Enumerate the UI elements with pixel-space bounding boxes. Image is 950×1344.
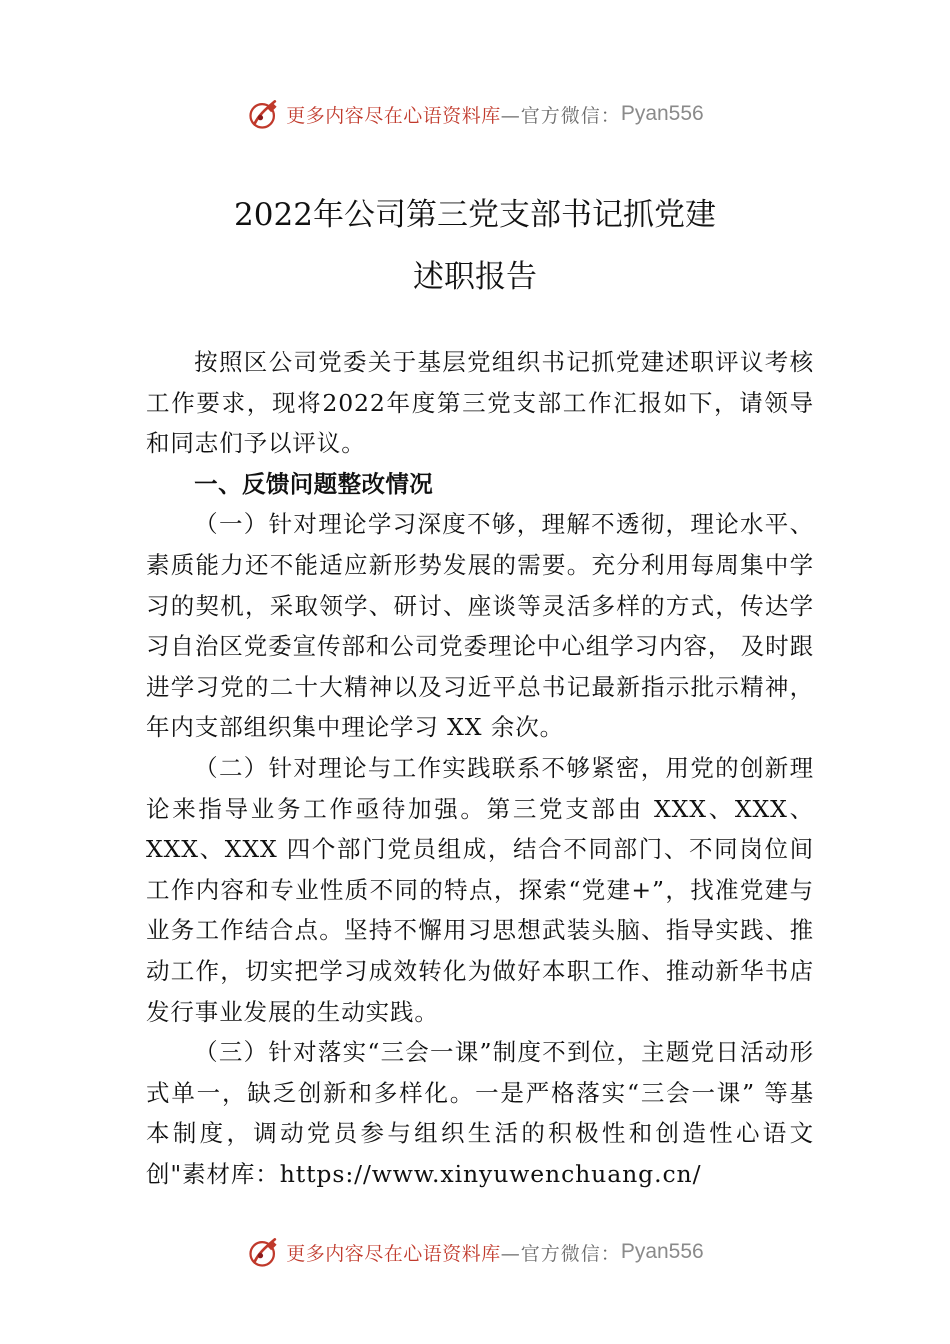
intro-paragraph: 按照区公司党委关于基层党组织书记抓党建述职评议考核工作要求，现将2022年度第三党支部工作汇报如下，请领导和同志们予以评议。 bbox=[146, 348, 814, 458]
document-title bbox=[0, 184, 950, 308]
watermark-brand-text: 更多内容尽在心语资料库 bbox=[286, 104, 501, 127]
watermark-wechat-id: Pyan556 bbox=[620, 1240, 704, 1263]
document-body bbox=[146, 342, 814, 1194]
pen-logo-icon bbox=[246, 1234, 282, 1270]
header-watermark bbox=[0, 92, 950, 136]
item-paragraph-3: （三）针对落实“三会一课”制度不到位，主题党日活动形式单一，缺乏创新和多样化。一是严格落实“三会一课” 等基本制度，调动党员参与组织生活的积极性和创造性心语文创"素材库：https://www.xinyuwenchuang.cn/ bbox=[146, 1038, 814, 1188]
section-heading: 一、反馈问题整改情况 bbox=[194, 469, 434, 498]
watermark-brand-text: 更多内容尽在心语资料库 bbox=[286, 1242, 501, 1265]
item-paragraph-1: （一）针对理论学习深度不够，理解不透彻，理论水平、素质能力还不能适应新形势发展的需要。充分利用每周集中学习的契机，采取领学、研讨、座谈等灵活多样的方式，传达学习自治区党委宣传部和公司党委理论中心组学习内容， 及时跟进学习党的二十大精神以及习近平总书记最新指示批示精神，年内支部组织集中理论学习 XX 余次。 bbox=[146, 510, 814, 742]
pen-logo-icon bbox=[246, 96, 282, 132]
watermark-wechat-label: —官方微信： bbox=[500, 1242, 621, 1265]
footer-watermark bbox=[0, 1230, 950, 1274]
title-line-2: 述职报告 bbox=[413, 259, 537, 295]
watermark-wechat-label: —官方微信： bbox=[500, 104, 621, 127]
title-line-1: 2022年公司第三党支部书记抓党建 bbox=[234, 197, 716, 233]
item-paragraph-2: （二）针对理论与工作实践联系不够紧密，用党的创新理论来指导业务工作亟待加强。第三党支部由 XXX、XXX、XXX、XXX 四个部门党员组成，结合不同部门、不同岗位间工作内容和专业性质不同的特点，探索“党建+”，找准党建与业务工作结合点。坚持不懈用习思想武装头脑、指导实践、推动工作，切实把学习成效转化为做好本职工作、推动新华书店发行事业发展的生动实践。 bbox=[146, 753, 814, 1026]
watermark-wechat-id: Pyan556 bbox=[620, 102, 704, 125]
